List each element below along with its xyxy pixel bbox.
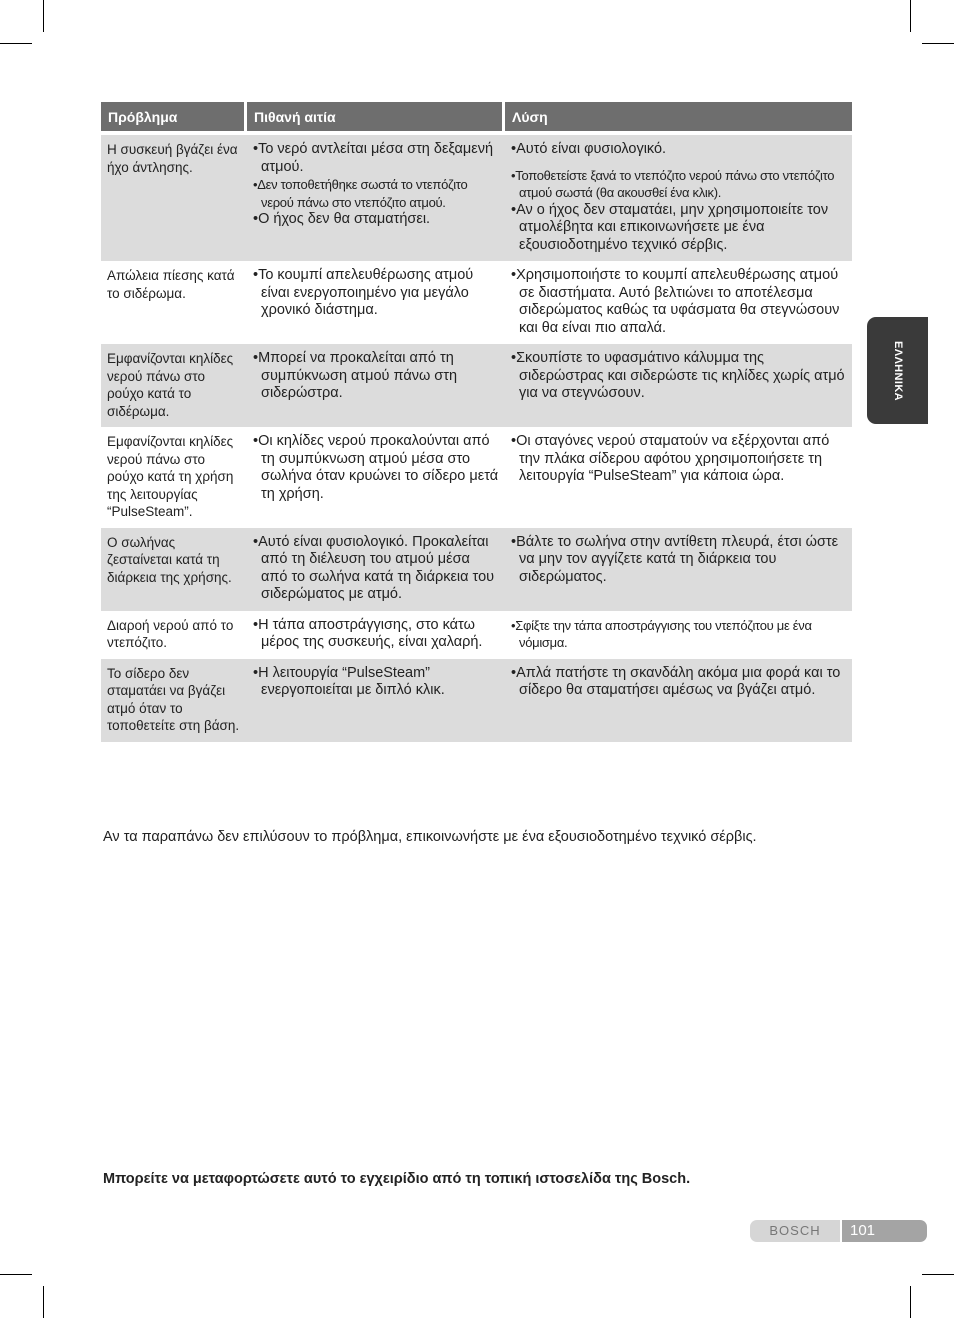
crop-mark [922,1274,954,1275]
solution-item: •Βάλτε το σωλήνα στην αντίθετη πλευρά, έτσι ώστε να μην τον αγγίζετε κατά τη διάρκεια του σιδερώματος. [511,533,839,585]
troubleshooting-table [101,102,852,742]
table-row [101,427,852,528]
cause-item: •Η τάπα αποστράγγισης, στο κάτω μέρος της συσκευής, είναι χαλαρή. [253,616,483,650]
solution-item: •Χρησιμοποιήστε το κουμπί απελευθέρωσης ατμού σε διαστήματα. Αυτό βελτιώνει το αποτέλεσμα σιδερώματος καθώς τα υφάσματα θα στεγνώσουν και θα είναι πιο απαλά. [511,267,840,336]
solution-cell [505,611,852,659]
cause-cell [247,261,505,344]
language-tab [867,317,928,424]
download-note: Μπορείτε να μεταφορτώσετε αυτό το εγχειρίδιο από τη τοπική ιστοσελίδα της Bosch. [103,1171,691,1187]
solution-cell [505,131,852,261]
cause-item: •Δεν τοποθετήθηκε σωστά το ντεπόζιτο νερού πάνω στο ντεπόζιτο ατμού. [253,177,468,210]
cause-item: •Η λειτουργία “PulseSteam” ενεργοποιείται με διπλό κλικ. [253,664,445,698]
solution-item: •Σκουπίστε το υφασμάτινο κάλυμμα της σιδερώστρας και σιδερώστε τις κηλίδες χωρίς ατμό για να στεγνώσουν. [511,350,845,401]
solution-item: •Τοποθετείστε ξανά το ντεπόζιτο νερού πάνω στο ντεπόζιτο ατμού σωστά (θα ακουσθεί ένα κλικ). [511,167,835,200]
footer-brand: BOSCH [750,1220,840,1242]
crop-mark [910,0,911,32]
cause-cell [247,427,505,528]
solution-cell [505,427,852,528]
solution-cell [505,344,852,427]
cause-cell [247,131,505,261]
solution-item: •Απλά πατήστε τη σκανδάλη ακόμα μια φορά και το σίδερο θα σταματήσει αμέσως να βγάζει ατμό. [511,664,841,698]
problem-cell: Το σίδερο δεν σταματάει να βγάζει ατμό όταν το τοποθετείτε στη βάση. [101,659,247,742]
header-cause: Πιθανή αιτία [247,102,505,131]
solution-item: •Αν ο ήχος δεν σταματάει, μην χρησιμοποιείτε τον ατμολέβητα και επικοινωνήσετε με ένα εξουσιοδοτημένο τεχνικό σέρβις. [511,201,829,253]
cause-cell [247,659,505,742]
cause-item: •Αυτό είναι φυσιολογικό. Προκαλείται από τη διέλευση του ατμού μέσα από το σωλήνα κατά τη διάρκεια του σιδερώματος με ατμό. [253,533,495,602]
problem-cell: Διαροή νερού από το ντεπόζιτο. [101,611,247,659]
cause-cell [247,344,505,427]
crop-mark [910,1286,911,1318]
cause-item: •Ο ήχος δεν θα σταματήσει. [253,211,431,227]
crop-mark [0,43,32,44]
table-row [101,131,852,261]
crop-mark [0,1274,32,1275]
solution-item: •Αυτό είναι φυσιολογικό. [511,141,667,157]
cause-cell [247,528,505,611]
problem-cell: Η συσκευή βγάζει ένα ήχο άντλησης. [101,131,247,261]
service-note: Αν τα παραπάνω δεν επιλύσουν το πρόβλημα, επικοινωνήστε με ένα εξουσιοδοτημένο τεχνικό σέρβις. [103,829,757,845]
cause-item: •Το νερό αντλείται μέσα στη δεξαμενή ατμού. [253,141,494,175]
cause-cell [247,611,505,659]
table-row [101,344,852,427]
page-number: 101 [842,1220,927,1242]
cause-item: •Οι κηλίδες νερού προκαλούνται από τη συμπύκνωση ατμού μέσα στο σωλήνα όταν κρυώνει το σίδερο μετά τη χρήση. [253,433,499,502]
problem-cell: Ο σωλήνας ζεσταίνεται κατά τη διάρκεια της χρήσης. [101,528,247,611]
problem-cell: Απώλεια πίεσης κατά το σιδέρωμα. [101,261,247,344]
table-row [101,261,852,344]
solution-cell [505,659,852,742]
solution-item: •Σφίξτε την τάπα αποστράγγισης του ντεπόζιτου με ένα νόμισμα. [511,617,812,650]
problem-cell: Εμφανίζονται κηλίδες νερού πάνω στο ρούχο κατά τη χρήση της λειτουργίας “PulseSteam”. [101,427,247,528]
crop-mark [43,0,44,32]
solution-cell [505,528,852,611]
cause-item: •Μπορεί να προκαλείται από τη συμπύκνωση ατμού πάνω στη σιδερώστρα. [253,350,458,401]
language-tab-label: ΕΛΛΗΝΙΚΑ [891,340,904,401]
table-row [101,528,852,611]
solution-item: •Οι σταγόνες νερού σταματούν να εξέρχονται από την πλάκα σίδερου αφότου χρησιμοποιήσετε τη λειτουργία “PulseSteam” για κάποια ώρα. [511,433,830,484]
table-header [101,102,852,131]
crop-mark [43,1286,44,1318]
problem-cell: Εμφανίζονται κηλίδες νερού πάνω στο ρούχο κατά το σιδέρωμα. [101,344,247,427]
header-solution: Λύση [505,102,852,131]
table-row [101,659,852,742]
solution-cell [505,261,852,344]
table-row [101,611,852,659]
crop-mark [922,43,954,44]
cause-item: •Το κουμπί απελευθέρωσης ατμού είναι ενεργοποιημένο για μεγάλο χρονικό διάστημα. [253,267,474,318]
header-problem: Πρόβλημα [101,102,247,131]
